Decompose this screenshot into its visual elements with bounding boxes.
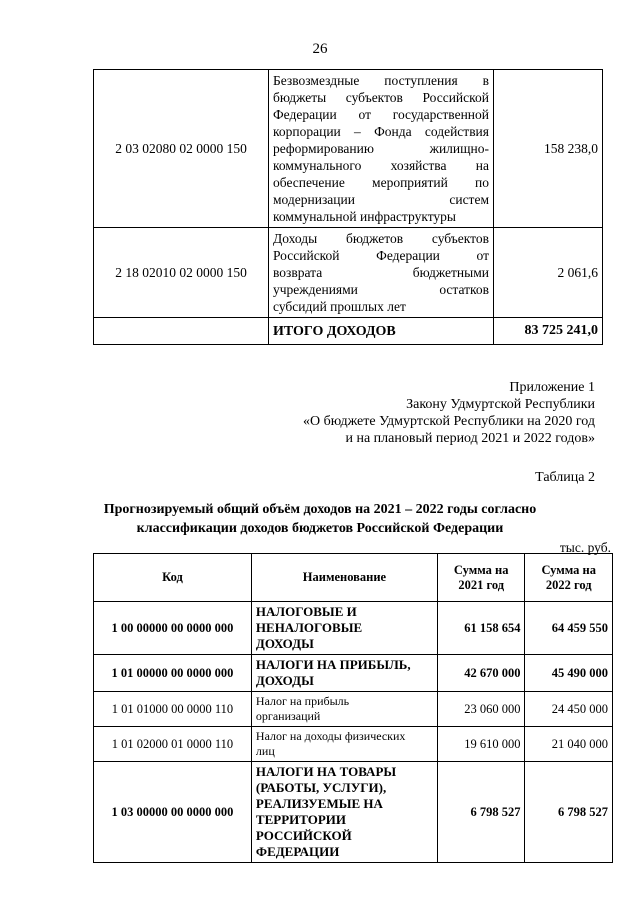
row-sum-2022: 24 450 000 xyxy=(525,692,613,727)
total-code xyxy=(94,318,269,345)
name-line: НАЛОГИ НА ПРИБЫЛЬ, xyxy=(255,657,411,672)
name-line: возврата бюджетными xyxy=(273,265,489,280)
name-line: организаций xyxy=(255,709,321,723)
total-label: ИТОГО ДОХОДОВ xyxy=(269,318,494,345)
row-sum: 158 238,0 xyxy=(494,70,603,228)
table-row xyxy=(94,70,603,228)
name-line: ТЕРРИТОРИИ xyxy=(255,812,347,827)
header-sum-2022 xyxy=(525,554,613,602)
header-line: 2021 год xyxy=(458,577,505,592)
name-line: РЕАЛИЗУЕМЫЕ НА xyxy=(255,796,383,811)
row-name xyxy=(251,655,437,692)
row-code: 2 03 02080 02 0000 150 xyxy=(94,70,269,228)
row-sum-2021: 23 060 000 xyxy=(437,692,525,727)
name-line: ФЕДЕРАЦИИ xyxy=(255,844,340,859)
title-line: Прогнозируемый общий объём доходов на 2021 – 2022 годы согласно xyxy=(103,502,537,517)
table-row xyxy=(94,692,613,727)
name-line: учреждениями остатков xyxy=(273,282,489,297)
row-code: 2 18 02010 02 0000 150 xyxy=(94,228,269,318)
name-line: субсидий прошлых лет xyxy=(273,299,406,314)
revenue-forecast-table xyxy=(93,553,613,863)
appendix-header xyxy=(303,379,595,447)
table-row xyxy=(94,228,603,318)
row-sum-2021: 61 158 654 xyxy=(437,602,525,655)
name-line: Безвозмездные поступления в xyxy=(273,73,489,88)
name-line: ДОХОДЫ xyxy=(255,636,314,651)
row-name xyxy=(251,602,437,655)
appendix-line: «О бюджете Удмуртской Республики на 2020 год xyxy=(302,414,595,429)
row-name xyxy=(251,727,437,762)
name-line: коммунального хозяйства на xyxy=(273,158,489,173)
table-label: Таблица 2 xyxy=(535,470,595,485)
header-name: Наименование xyxy=(251,554,437,602)
row-sum-2022: 21 040 000 xyxy=(525,727,613,762)
row-name xyxy=(251,762,437,863)
name-line: коммунальной инфраструктуры xyxy=(273,209,456,224)
name-line: НАЛОГОВЫЕ И xyxy=(255,604,357,619)
table-row xyxy=(94,762,613,863)
name-line: лиц xyxy=(255,744,275,758)
name-line: НАЛОГИ НА ТОВАРЫ xyxy=(255,764,397,779)
name-line: Российской Федерации от xyxy=(273,248,489,263)
table-row xyxy=(94,727,613,762)
name-line: бюджеты субъектов Российской xyxy=(273,90,489,105)
name-line: модернизации систем xyxy=(273,192,489,207)
table-header-row xyxy=(94,554,613,602)
name-line: Федерации от государственной xyxy=(273,107,489,122)
row-sum: 2 061,6 xyxy=(494,228,603,318)
header-line: Сумма на xyxy=(453,562,509,577)
row-sum-2021: 42 670 000 xyxy=(437,655,525,692)
header-line: 2022 год xyxy=(545,577,592,592)
row-code: 1 03 00000 00 0000 000 xyxy=(94,762,252,863)
header-sum-2021 xyxy=(437,554,525,602)
table-row xyxy=(94,602,613,655)
appendix-line: Закону Удмуртской Республики xyxy=(406,397,595,412)
row-name xyxy=(269,228,494,318)
name-line: (РАБОТЫ, УСЛУГИ), xyxy=(255,780,387,795)
row-code: 1 01 01000 00 0000 110 xyxy=(94,692,252,727)
row-name xyxy=(269,70,494,228)
table-row xyxy=(94,655,613,692)
row-name xyxy=(251,692,437,727)
row-sum-2021: 19 610 000 xyxy=(437,727,525,762)
page-number: 26 xyxy=(312,41,328,57)
total-sum: 83 725 241,0 xyxy=(494,318,603,345)
name-line: НЕНАЛОГОВЫЕ xyxy=(255,620,363,635)
revenue-table-continuation xyxy=(93,69,603,345)
row-code: 1 01 00000 00 0000 000 xyxy=(94,655,252,692)
row-sum-2022: 45 490 000 xyxy=(525,655,613,692)
name-line: Налог на прибыль xyxy=(255,694,350,708)
name-line: ДОХОДЫ xyxy=(255,673,314,688)
row-code: 1 00 00000 00 0000 000 xyxy=(94,602,252,655)
row-sum-2022: 6 798 527 xyxy=(525,762,613,863)
row-sum-2022: 64 459 550 xyxy=(525,602,613,655)
appendix-line: Приложение 1 xyxy=(509,380,595,395)
row-sum-2021: 6 798 527 xyxy=(437,762,525,863)
header-code: Код xyxy=(94,554,252,602)
title-line: классификации доходов бюджетов Российской Федерации xyxy=(136,521,504,536)
total-row xyxy=(94,318,603,345)
header-line: Сумма на xyxy=(541,562,597,577)
name-line: корпорации – Фонда содействия xyxy=(273,124,489,139)
name-line: обеспечение мероприятий по xyxy=(273,175,489,190)
name-line: реформированию жилищно- xyxy=(273,141,489,156)
appendix-line: и на плановый период 2021 и 2022 годов» xyxy=(345,431,595,446)
row-code: 1 01 02000 01 0000 110 xyxy=(94,727,252,762)
units-label: тыс. руб. xyxy=(559,540,611,555)
name-line: РОССИЙСКОЙ xyxy=(255,828,352,843)
name-line: Налог на доходы физических xyxy=(255,729,406,743)
document-title xyxy=(40,500,600,538)
name-line: Доходы бюджетов субъектов xyxy=(273,231,489,246)
